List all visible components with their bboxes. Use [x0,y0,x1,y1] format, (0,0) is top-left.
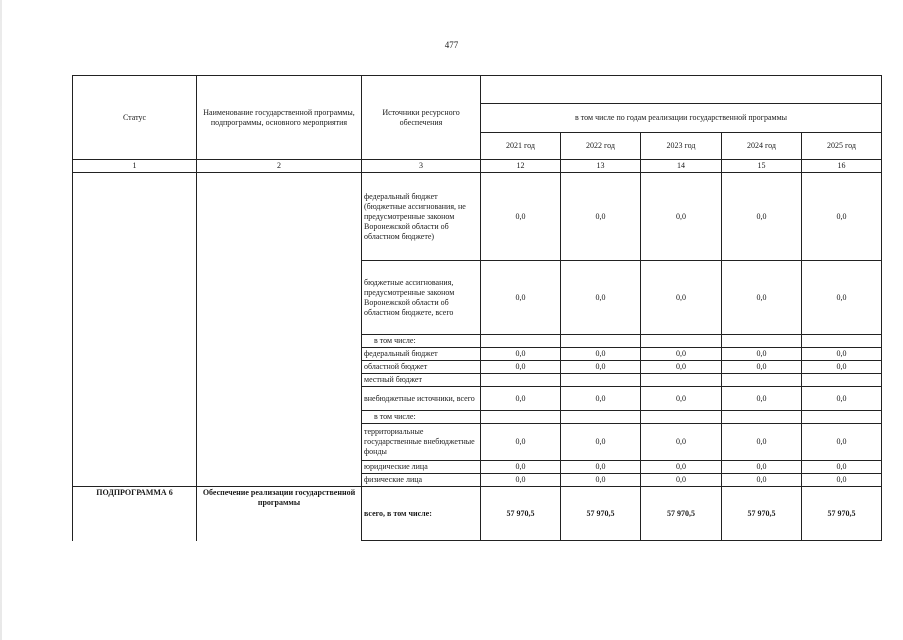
value-cell [722,374,802,387]
value-cell: 0,0 [481,387,561,411]
value-cell [641,335,722,348]
subprogram-value: 57 970,5 [561,487,641,541]
value-cell [641,374,722,387]
value-cell [802,374,882,387]
value-cell: 0,0 [561,348,641,361]
value-cell [561,374,641,387]
budget-table [72,75,882,541]
value-cell: 0,0 [641,387,722,411]
value-cell: 0,0 [641,461,722,474]
column-number: 2 [197,160,362,173]
value-cell: 0,0 [802,474,882,487]
value-cell [561,335,641,348]
value-cell: 0,0 [561,387,641,411]
source-cell: местный бюджет [362,374,481,387]
table-row [73,173,882,261]
value-cell: 0,0 [641,173,722,261]
value-cell: 0,0 [641,261,722,335]
value-cell: 0,0 [722,361,802,374]
value-cell: 0,0 [722,474,802,487]
column-number: 3 [362,160,481,173]
subprogram-value: 57 970,5 [481,487,561,541]
header-year: 2023 год [641,133,722,160]
value-cell: 0,0 [641,424,722,461]
value-cell: 0,0 [802,261,882,335]
value-cell [641,411,722,424]
source-cell: в том числе: [362,411,481,424]
value-cell: 0,0 [481,173,561,261]
header-year: 2022 год [561,133,641,160]
value-cell: 0,0 [561,461,641,474]
value-cell: 0,0 [722,348,802,361]
value-cell: 0,0 [481,424,561,461]
value-cell: 0,0 [722,173,802,261]
value-cell: 0,0 [802,387,882,411]
value-cell: 0,0 [722,424,802,461]
value-cell: 0,0 [561,361,641,374]
source-cell: территориальные государственные внебюджетные фонды [362,424,481,461]
value-cell: 0,0 [802,361,882,374]
value-cell: 0,0 [481,348,561,361]
source-cell: в том числе: [362,335,481,348]
column-number: 12 [481,160,561,173]
value-cell: 0,0 [802,424,882,461]
value-cell [561,411,641,424]
header-status: Статус [73,76,197,160]
value-cell [481,411,561,424]
name-cell-empty [197,173,362,487]
value-cell: 0,0 [481,261,561,335]
value-cell [722,411,802,424]
header-blank-cell [481,76,882,104]
source-cell: бюджетные ассигнования, предусмотренные законом Воронежской области об областном бюджете, всего [362,261,481,335]
subprogram-source: всего, в том числе: [362,487,481,541]
column-number: 15 [722,160,802,173]
header-name: Наименование государственной программы, подпрограммы, основного мероприятия [197,76,362,160]
status-cell-empty [73,173,197,487]
value-cell: 0,0 [802,461,882,474]
value-cell: 0,0 [561,261,641,335]
source-cell: физические лица [362,474,481,487]
header-row-top [73,76,882,104]
column-number: 16 [802,160,882,173]
value-cell: 0,0 [641,474,722,487]
header-years-group: в том числе по годам реализации государственной программы [481,104,882,133]
value-cell: 0,0 [641,348,722,361]
value-cell: 0,0 [561,173,641,261]
header-year: 2025 год [802,133,882,160]
value-cell: 0,0 [722,461,802,474]
column-number: 13 [561,160,641,173]
value-cell [802,335,882,348]
value-cell: 0,0 [641,361,722,374]
value-cell: 0,0 [722,387,802,411]
source-cell: областной бюджет [362,361,481,374]
value-cell: 0,0 [802,348,882,361]
subprogram-name: Обеспечение реализации государственной программы [197,487,362,541]
value-cell [802,411,882,424]
source-cell: юридические лица [362,461,481,474]
scan-edge [0,0,2,640]
source-cell: внебюджетные источники, всего [362,387,481,411]
header-year: 2024 год [722,133,802,160]
column-number: 1 [73,160,197,173]
subprogram-value: 57 970,5 [802,487,882,541]
value-cell: 0,0 [722,261,802,335]
value-cell: 0,0 [481,474,561,487]
value-cell: 0,0 [481,361,561,374]
source-cell: федеральный бюджет (бюджетные ассигнования, не предусмотренные законом Воронежской области об областном бюджете) [362,173,481,261]
value-cell: 0,0 [561,424,641,461]
column-number-row [73,160,882,173]
subprogram-value: 57 970,5 [641,487,722,541]
value-cell: 0,0 [802,173,882,261]
subprogram-status: ПОДПРОГРАММА 6 [73,487,197,541]
header-sources: Источники ресурсного обеспечения [362,76,481,160]
value-cell [722,335,802,348]
column-number: 14 [641,160,722,173]
value-cell [481,374,561,387]
subprogram-row [73,487,882,541]
value-cell: 0,0 [561,474,641,487]
value-cell [481,335,561,348]
value-cell: 0,0 [481,461,561,474]
header-year: 2021 год [481,133,561,160]
source-cell: федеральный бюджет [362,348,481,361]
page-number: 477 [444,40,459,50]
subprogram-value: 57 970,5 [722,487,802,541]
